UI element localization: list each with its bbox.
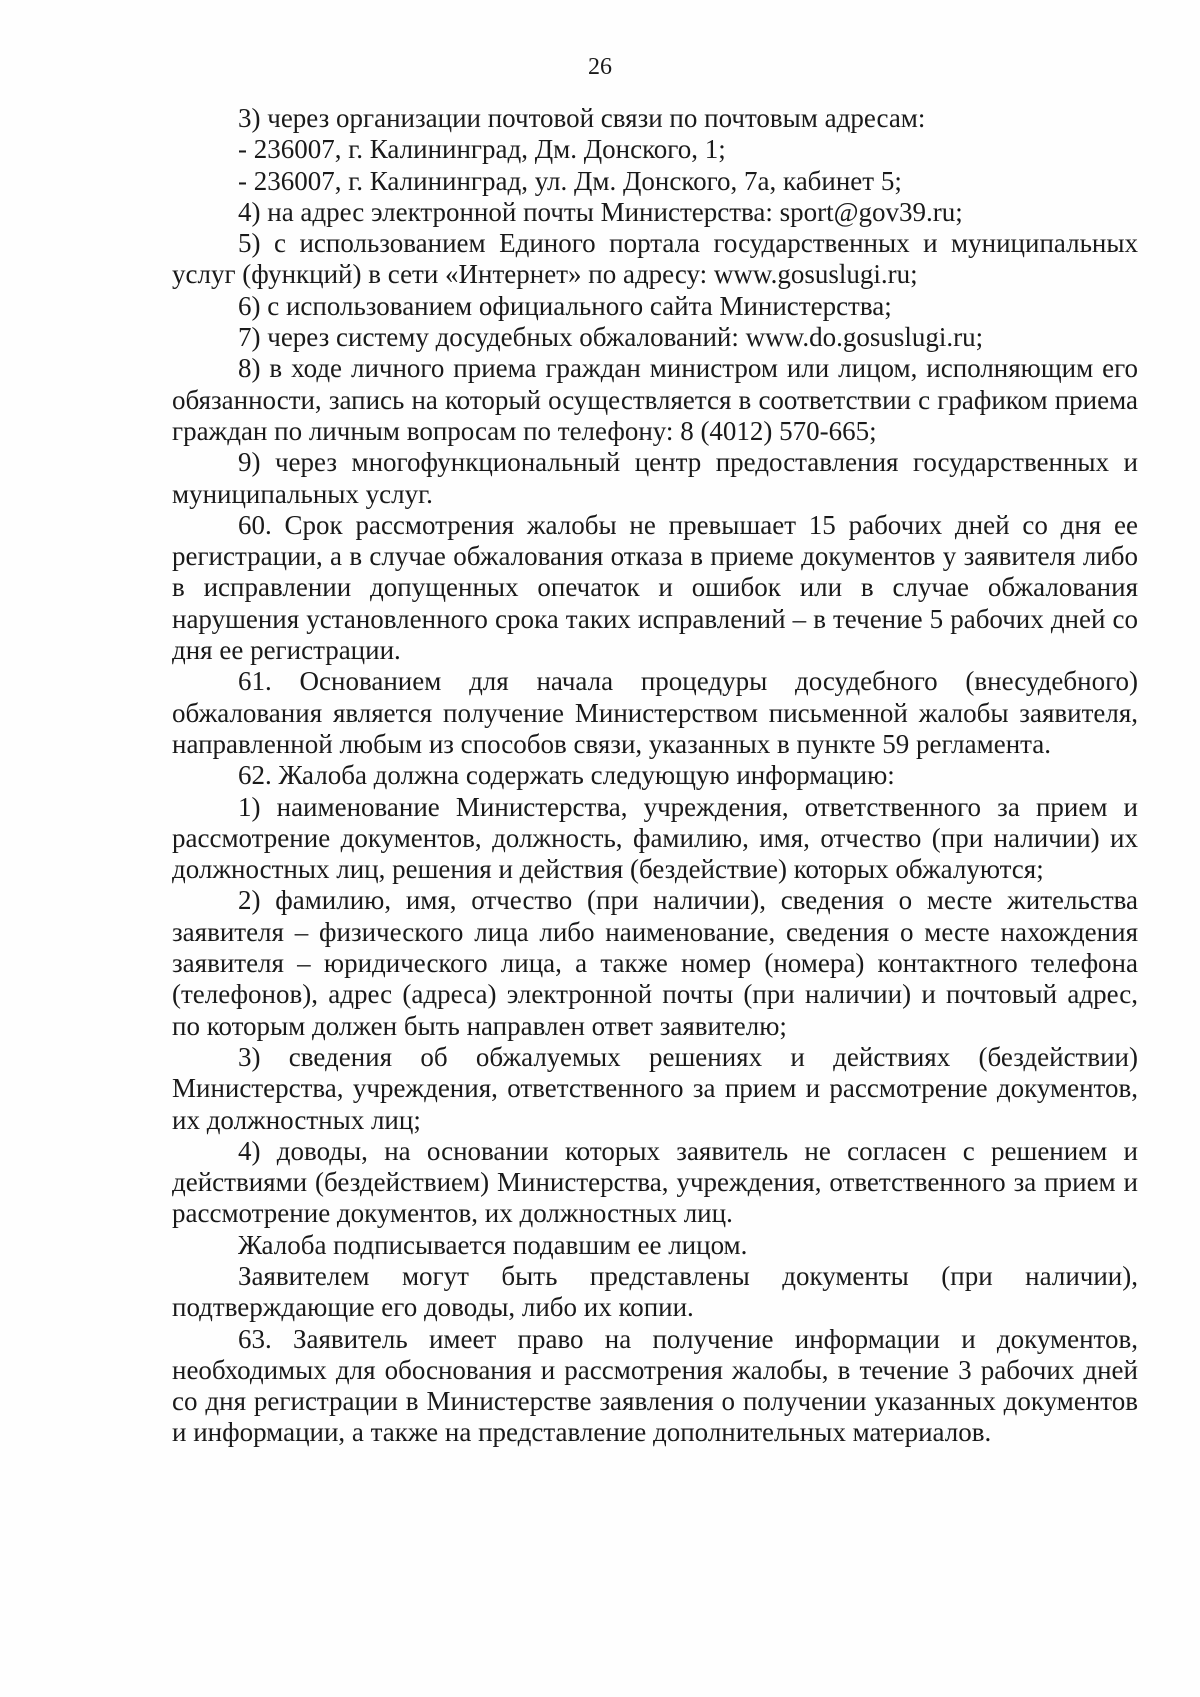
paragraph: 1) наименование Министерства, учреждения, ответственного за прием и рассмотрение документов, должность, фамилию, имя, отчество (при наличии) их должностных лиц, решения и действия (бездействие) которых обжалуются; [172, 791, 1138, 885]
paragraph: 5) с использованием Единого портала государственных и муниципальных услуг (функций) в сети «Интернет» по адресу: www.gosuslugi.ru; [172, 228, 1138, 290]
paragraph: 62. Жалоба должна содержать следующую информацию: [238, 760, 895, 791]
page-number: 26 [588, 54, 612, 80]
paragraph: 63. Заявитель имеет право на получение информации и документов, необходимых для обоснования и рассмотрения жалобы, в течение 3 рабочих дней со дня регистрации в Министерстве заявления о получении указанных документов и информации, а также на представление дополнительных материалов. [172, 1323, 1138, 1448]
paragraph: 8) в ходе личного приема граждан министром или лицом, исполняющим его обязанности, запись на который осуществляется в соответствии с графиком приема граждан по личным вопросам по телефону: 8 (4012) 570-665; [172, 353, 1138, 446]
document-body [172, 103, 1138, 1449]
paragraph: 9) через многофункциональный центр предоставления государственных и муниципальных услуг. [172, 447, 1138, 509]
paragraph: 61. Основанием для начала процедуры досудебного (внесудебного) обжалования является получение Министерством письменной жалобы заявителя, направленной любым из способов связи, указанных в пункте 59 регламента. [172, 666, 1138, 759]
paragraph: 60. Срок рассмотрения жалобы не превышает 15 рабочих дней со дня ее регистрации, а в случае обжалования отказа в приеме документов у заявителя либо в исправлении допущенных опечаток и ошибок или в случае обжалования нарушения установленного срока таких исправлений – в течение 5 рабочих дней со дня ее регистрации. [172, 509, 1138, 666]
paragraph: 7) через систему досудебных обжалований: www.do.gosuslugi.ru; [238, 322, 984, 353]
paragraph: 3) через организации почтовой связи по почтовым адресам: [238, 103, 926, 133]
paragraph: 2) фамилию, имя, отчество (при наличии), сведения о месте жительства заявителя – физического лица либо наименование, сведения о месте нахождения заявителя – юридического лица, а также номер (номера) контактного телефона (телефонов), адрес (адреса) электронной почты (при наличии) и почтовый адрес, по которым должен быть направлен ответ заявителю; [172, 885, 1138, 1041]
paragraph: 4) доводы, на основании которых заявитель не согласен с решением и действиями (бездействием) Министерства, учреждения, ответственного за прием и рассмотрение документов, их должностных лиц. [172, 1135, 1138, 1229]
paragraph: - 236007, г. Калининград, Дм. Донского, 1; [238, 134, 726, 165]
paragraph: 4) на адрес электронной почты Министерства: sport@gov39.ru; [238, 196, 963, 227]
paragraph: - 236007, г. Калининград, ул. Дм. Донского, 7а, кабинет 5; [238, 165, 902, 196]
paragraph: Заявителем могут быть представлены документы (при наличии), подтверждающие его доводы, либо их копии. [172, 1260, 1138, 1323]
paragraph: 3) сведения об обжалуемых решениях и действиях (бездействии) Министерства, учреждения, ответственного за прием и рассмотрение документов, их должностных лиц; [172, 1041, 1138, 1135]
paragraph: Жалоба подписывается подавшим ее лицом. [238, 1229, 748, 1260]
paragraph: 6) с использованием официального сайта Министерства; [238, 290, 892, 321]
